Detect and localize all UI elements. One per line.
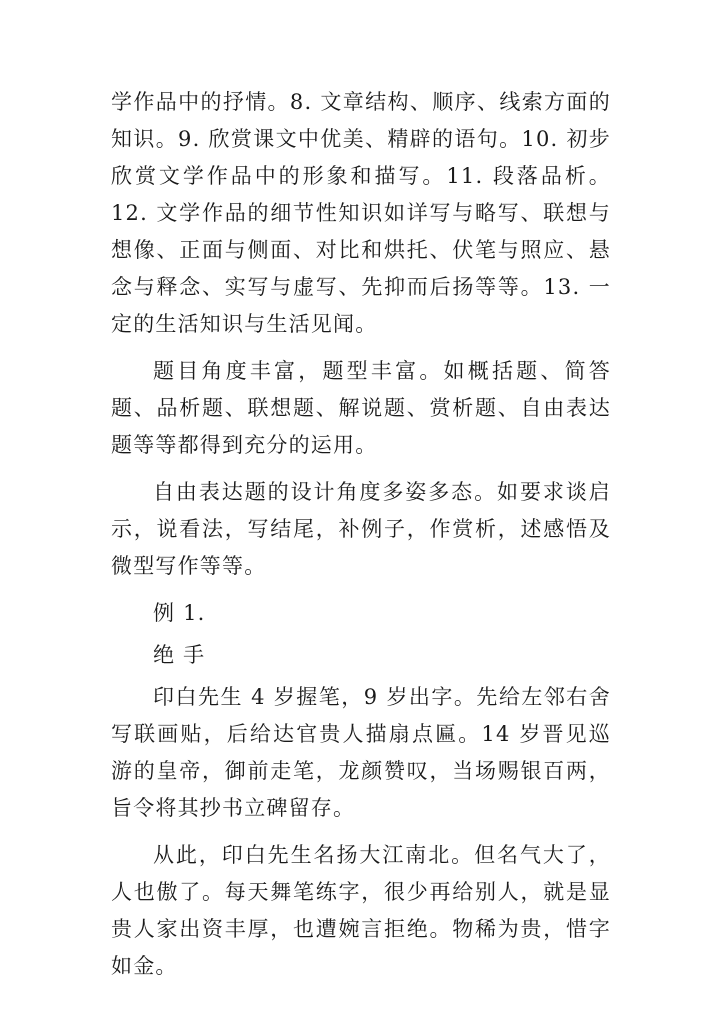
story-paragraph-2: 从此，印白先生名扬大江南北。但名气大了，人也傲了。每天舞笔练字，很少再给别人，就是显贵人家出资丰厚，也遭婉言拒绝。物稀为贵，惜字如金。 <box>111 843 611 978</box>
story-paragraph-1: 印白先生 4 岁握笔，9 岁出字。先给左邻右舍写联画贴，后给达官贵人描扇点匾。14 岁晋见巡游的皇帝，御前走笔，龙颜赞叹，当场赐银百两，旨令将其抄书立碑留存。 <box>111 685 611 820</box>
paragraph-knowledge-points: 学作品中的抒情。8. 文章结构、顺序、线索方面的知识。9. 欣赏课文中优美、精辟的语句。10. 初步欣赏文学作品中的形象和描写。11. 段落品析。12. 文学作品的细节性知识如详写与略写、联想与想像、正面与侧面、对比和烘托、伏笔与照应、悬念与释念、实写与虚写、先抑而后扬等等。13. 一定的生活知识与生活见闻。 <box>111 90 611 336</box>
example-label: 例 1. <box>153 601 206 625</box>
document-body <box>111 84 611 995</box>
paragraph-free-expression: 自由表达题的设计角度多姿多态。如要求谈启示，说看法，写结尾，补例子，作赏析，述感悟及微型写作等等。 <box>111 480 611 578</box>
paragraph-question-variety: 题目角度丰富，题型丰富。如概括题、简答题、品析题、联想题、解说题、赏析题、自由表达题等等都得到充分的运用。 <box>111 359 611 457</box>
story-title: 绝 手 <box>153 643 206 667</box>
